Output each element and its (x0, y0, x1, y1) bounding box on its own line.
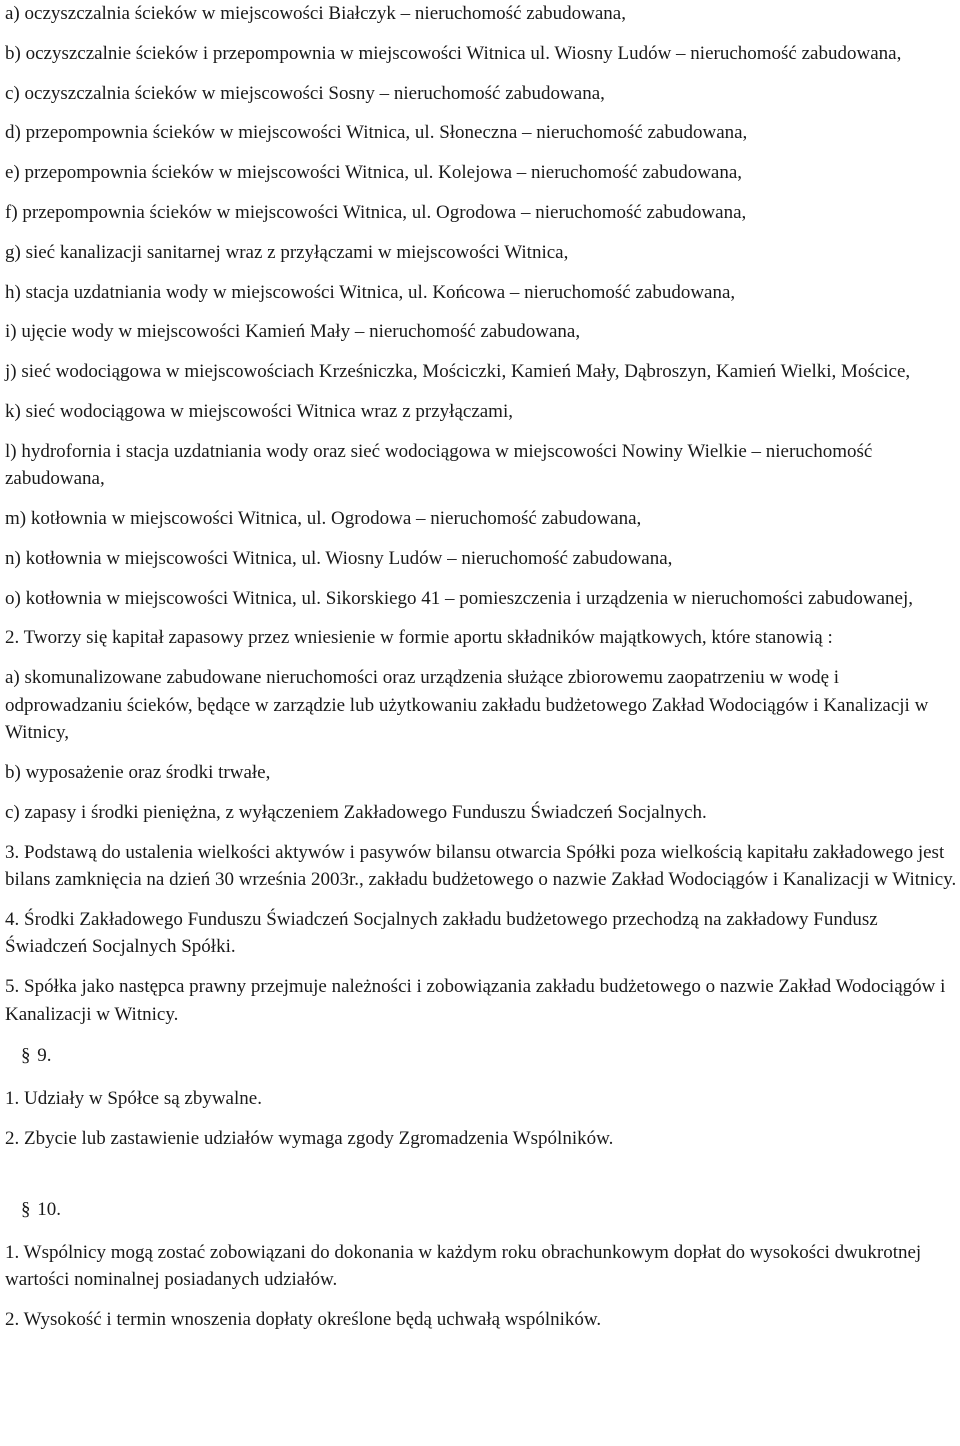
list-item-c: c) oczyszczalnia ścieków w miejscowości Sosny – nieruchomość zabudowana, (5, 82, 605, 104)
list-item-o: o) kotłownia w miejscowości Witnica, ul. Sikorskiego 41 – pomieszczenia i urządzenia w nieruchomości zabudowanej, (5, 587, 913, 609)
paragraph-point-4: 4. Środki Zakładowego Funduszu Świadczeń Socjalnych zakładu budżetowego przechodzą na zakładowy Fundusz Świadczeń Socjalnych Spółki. (5, 908, 878, 958)
list-item-i: i) ujęcie wody w miejscowości Kamień Mały – nieruchomość zabudowana, (5, 321, 581, 343)
paragraph-point-5: 5. Spółka jako następca prawny przejmuje należności i zobowiązania zakładu budżetowego o nazwie Zakład Wodociągów i Kanalizacji w Witnicy. (5, 976, 946, 1025)
section-10-point-1: 1. Wspólnicy mogą zostać zobowiązani do dokonania w każdym roku obrachunkowym dopłat do wysokości dwukrotnej wartości nominalnej posiadanych udziałów. (5, 1241, 922, 1291)
list-item-j: j) sieć wodociągowa w miejscowościach Krześniczka, Mościczki, Kamień Mały, Dąbroszyn, Kamień Wielki, Mościce, (5, 361, 911, 383)
point-2-item-b: b) wyposażenie oraz środki trwałe, (5, 762, 271, 784)
list-item-b: b) oczyszczalnie ścieków i przepompownia w miejscowości Witnica ul. Wiosny Ludów – nieruchomość zabudowana, (5, 42, 902, 64)
section-sign: § (21, 1199, 31, 1221)
list-item-d: d) przepompownia ścieków w miejscowości Witnica, ul. Słoneczna – nieruchomość zabudowana, (5, 122, 748, 144)
spacer (5, 1164, 957, 1192)
list-item-e: e) przepompownia ścieków w miejscowości Witnica, ul. Kolejowa – nieruchomość zabudowana, (5, 162, 743, 184)
list-item-f: f) przepompownia ścieków w miejscowości Witnica, ul. Ogrodowa – nieruchomość zabudowana, (5, 201, 747, 223)
section-sign: § (21, 1045, 31, 1067)
section-number: 9. (37, 1045, 52, 1067)
list-item-n: n) kotłownia w miejscowości Witnica, ul. Wiosny Ludów – nieruchomość zabudowana, (5, 547, 673, 569)
paragraph-point-3: 3. Podstawą do ustalenia wielkości aktywów i pasywów bilansu otwarcia Spółki poza wielkością kapitału zakładowego jest bilans zamknięcia na dzień 30 września 2003r., zakładu budżetowego o nazwie Zakład Wodociągów i Kanalizacji w Witnicy. (5, 841, 957, 891)
section-10-point-2: 2. Wysokość i termin wnoszenia dopłaty określone będą uchwałą wspólników. (5, 1309, 602, 1331)
point-2-item-a: a) skomunalizowane zabudowane nieruchomości oraz urządzenia służące zbiorowemu zaopatrzeniu w wodę i odprowadzaniu ścieków, będące w zarządzie lub użytkowaniu zakładu budżetowego Zakład Wodociągów i Kanalizacji w Witnicy, (5, 667, 929, 744)
list-item-k: k) sieć wodociągowa w miejscowości Witnica wraz z przyłączami, (5, 400, 513, 422)
section-heading-9 (21, 1042, 957, 1070)
list-item-a: a) oczyszczalnia ścieków w miejscowości Białczyk – nieruchomość zabudowana, (5, 3, 626, 24)
section-9-point-1: 1. Udziały w Spółce są zbywalne. (5, 1087, 262, 1109)
section-number: 10. (37, 1199, 61, 1221)
list-item-h: h) stacja uzdatniania wody w miejscowości Witnica, ul. Końcowa – nieruchomość zabudowana, (5, 281, 736, 303)
list-item-m: m) kotłownia w miejscowości Witnica, ul. Ogrodowa – nieruchomość zabudowana, (5, 508, 642, 530)
list-item-l: l) hydrofornia i stacja uzdatniania wody oraz sieć wodociągowa w miejscowości Nowiny Wielkie – nieruchomość zabudowana, (5, 440, 873, 490)
document-page (5, 0, 957, 1346)
section-9-point-2: 2. Zbycie lub zastawienie udziałów wymaga zgody Zgromadzenia Wspólników. (5, 1127, 614, 1149)
list-item-g: g) sieć kanalizacji sanitarnej wraz z przyłączami w miejscowości Witnica, (5, 241, 569, 263)
section-heading-10 (21, 1196, 957, 1224)
paragraph-point-2: 2. Tworzy się kapitał zapasowy przez wniesienie w formie aportu składników majątkowych, które stanowią : (5, 627, 833, 649)
point-2-item-c: c) zapasy i środki pieniężna, z wyłączeniem Zakładowego Funduszu Świadczeń Socjalnych. (5, 801, 707, 823)
